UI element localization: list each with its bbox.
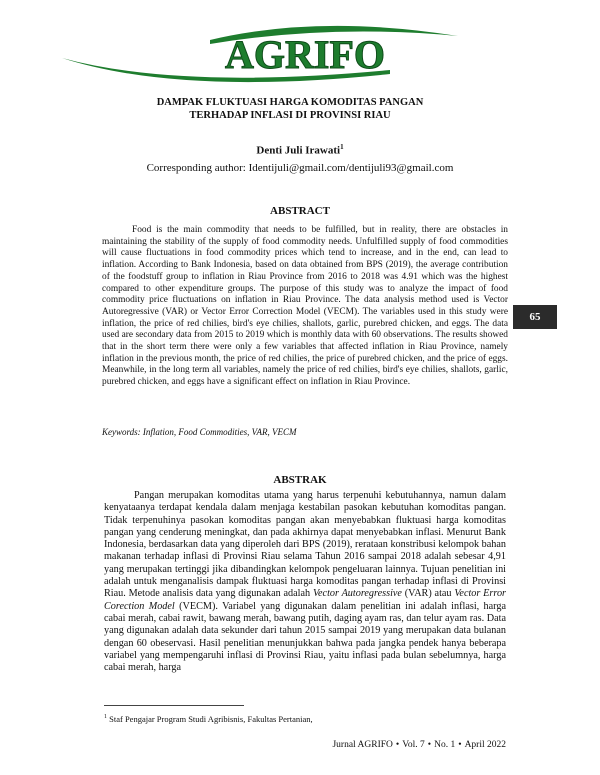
paper-title-line-1: DAMPAK FLUKTUASI HARGA KOMODITAS PANGAN (156, 97, 424, 108)
svg-text:AGRIFO: AGRIFO (225, 32, 385, 77)
journal-number: No. 1 (434, 740, 456, 750)
author (0, 143, 600, 157)
journal-separator: • (427, 740, 432, 750)
corresponding-author: Corresponding author: Identijuli@gmail.com/dentijuli93@gmail.com (146, 162, 454, 174)
footnote-text: Staf Pengajar Program Studi Agribisnis, Fakultas Pertanian, (109, 713, 313, 724)
abstrak-text-1: Pangan merupakan komoditas utama yang harus terpenuhi kebutuhannya, namun dalam kenyataanya terdapat kendala dalam menjaga kestabilan pasokan kebutuhan komoditas pangan. Tidak terpenuhinya pasokan komoditas pangan akan menyebabkan fluktuasi harga komoditas pangan yang cenderung meningkat, dan pada akhirnya dapat menyebabkan inflasi. Menurut Bank Indonesia, berdasarkan data yang diperoleh dari BPS (2019), rerataan konstribusi kelompok bahan makanan terhadap inflasi di Provinsi Riau selama Tahun 2016 sampai 2018 adalah sebesar 4,91 yang merupakan tertinggi jika dibandingkan kelompok pengeluaran lainnya. Tujuan penelitian ini adalah untuk menganalisis dampak fluktuasi harga komoditas pangan terhadap inflasi di Provinsi Riau. Metode analisis data yang digunakan adalah (104, 490, 506, 600)
abstract-body: Food is the main commodity that needs to be fulfilled, but in reality, there are obstacles in maintaining the stability of the supply of food commodity needs. Unfulfilled supply of food commodities will cause fluctuations in food commodity prices which tend to increase, and in the end, can lead to inflation. According to Bank Indonesia, based on data obtained from BPS (2019), the average contribution of the foodstuff group to inflation in Riau Province from 2016 to 2018 was 4.91 which was the highest compared to other expenditure groups. The purpose of this study was to analyze the impact of food commodity price fluctuations on inflation in Riau Province. The data analysis method used is Vector Autoregressive (VAR) or Vector Error Correction Model (VECM). The variables used in this study were inflation, the price of red chilies, bird's eye chilies, shallots, garlic, purebred chicken, and eggs. The data used are secondary data from 2015 to 2019 which is monthly data with 60 observations. The results showed that in the short term there were only a few variables that affected inflation in Riau Province, namely inflation in the previous month, the price of red chilies, the price of purebred chicken, and the price of eggs. Meanwhile, in the long term all variables, namely the price of red chilies, bird's eye chilies, shallots, garlic, purebred chicken, and eggs have a significant effect on inflation in Riau Province. (102, 225, 508, 388)
keywords: Keywords: Inflation, Food Commodities, VAR, VECM (102, 427, 297, 437)
abstrak-term-vecm: Vector Error Corection Model (104, 588, 507, 612)
abstrak-text-2: (VAR) atau (401, 588, 455, 600)
footnote (104, 712, 404, 724)
paper-title-line-2: TERHADAP INFLASI DI PROVINSI RIAU (189, 110, 391, 121)
journal-footer (300, 740, 506, 750)
abstrak-body (104, 490, 506, 674)
journal-date: April 2022 (464, 740, 506, 750)
abstract-heading: ABSTRACT (270, 205, 330, 217)
author-affiliation-mark: 1 (340, 143, 344, 151)
agrifo-logo (60, 18, 460, 88)
journal-separator: • (458, 740, 462, 750)
paper-title (120, 96, 460, 122)
abstrak-term-var: Vector Autoregressive (312, 588, 402, 600)
abstrak-text-3: (VECM). Variabel yang digunakan dalam penelitian ini adalah inflasi, harga cabai merah, cabai rawit, bawang merah, bawang putih, daging ayam ras, dan telur ayam ras. Data yang digunakan adalah data sekunder dari tahun 2015 sampai 2019 yang merupakan data bulanan dengan 60 obeservasi. Hasil penelitian menunjukkan bahwa pada jangka pendek hanya beberapa variabel yang mempengaruhi inflasi di Provinsi Riau, yaitu inflasi pada bulan sebelumnya, harga cabai merah, harga (104, 600, 506, 674)
page-number-badge: 65 (513, 305, 557, 329)
journal-volume: Vol. 7 (402, 740, 425, 750)
abstrak-heading: ABSTRAK (273, 474, 327, 486)
footnote-divider (104, 705, 244, 706)
author-name: Denti Juli Irawati (256, 144, 341, 157)
footnote-mark: 1 (104, 714, 107, 720)
journal-separator: • (395, 740, 400, 750)
journal-name: Jurnal AGRIFO (332, 740, 393, 750)
